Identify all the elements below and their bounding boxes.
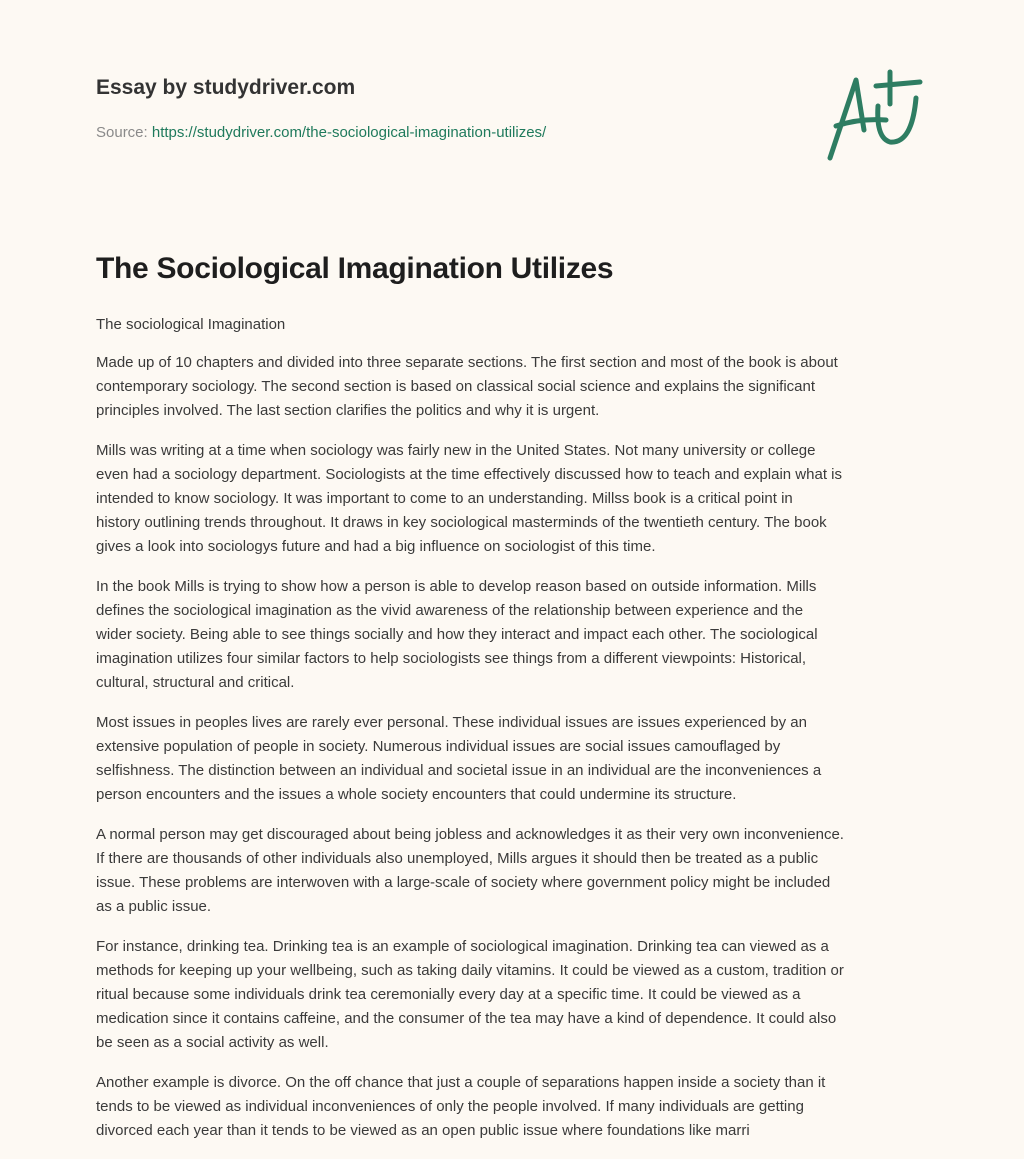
paragraph-line: person encounters and the issues a whole society encounters that could undermine its structure.: [96, 786, 737, 803]
paragraph-line: selfishness. The distinction between an individual and societal issue in an individual are the inconveniences a: [96, 762, 822, 779]
source-link[interactable]: https://studydriver.com/the-sociological-imagination-utilizes/: [151, 124, 547, 141]
paragraph-line: Made up of 10 chapters and divided into three separate sections. The first section and most of the book is about: [96, 354, 838, 371]
paragraph-line: history outlining trends throughout. It draws in key sociological masterminds of the twentieth century. The book: [96, 514, 827, 531]
paragraph-line: contemporary sociology. The second section is based on classical social science and explains the significant: [96, 378, 816, 395]
paragraph-line: imagination utilizes four similar factors to help sociologists see things from a different viewpoints: Historical,: [96, 650, 807, 667]
paragraph-line: tends to be viewed as individual inconveniences of only the people involved. If many individuals are getting: [96, 1098, 804, 1115]
paragraph-line: as a public issue.: [96, 898, 212, 915]
paragraph-line: For instance, drinking tea. Drinking tea is an example of sociological imagination. Drinking tea can viewed as a: [96, 938, 829, 955]
essay-paragraph: [96, 575, 936, 695]
paragraph-line: issue. These problems are interwoven with a large-scale of society where government policy might be included: [96, 874, 831, 891]
paragraph-line: methods for keeping up your wellbeing, such as taking daily vitamins. It could be viewed as a custom, tradition or: [96, 962, 844, 979]
a-plus-logo-icon: [820, 68, 930, 164]
paragraph-line: medication since it contains caffeine, and the consumer of the tea may have a kind of dependence. It could also: [96, 1010, 837, 1027]
page-title: The Sociological Imagination Utilizes: [96, 252, 614, 285]
paragraph-line: cultural, structural and critical.: [96, 674, 295, 691]
paragraph-line: divorced each year than it tends to be viewed as an open public issue where foundations like marri: [96, 1122, 750, 1139]
essay-paragraph: [96, 935, 936, 1055]
essay-paragraph: [96, 351, 936, 423]
paragraph-line: be seen as a social activity as well.: [96, 1034, 329, 1051]
paragraph-line: defines the sociological imagination as the vivid awareness of the relationship between experience and the: [96, 602, 804, 619]
essay-paragraph: [96, 439, 936, 559]
essay-paragraph: [96, 823, 936, 919]
site-brand: Essay by studydriver.com: [96, 76, 356, 99]
paragraph-line: wider society. Being able to see things socially and how they interact and impact each other. The sociological: [96, 626, 818, 643]
paragraph-line: extensive population of people in society. Numerous individual issues are social issues camouflaged by: [96, 738, 781, 755]
paragraph-line: intended to know sociology. It was important to come to an understanding. Millss book is a critical point in: [96, 490, 793, 507]
paragraph-line: Another example is divorce. On the off chance that just a couple of separations happen inside a society than it: [96, 1074, 826, 1091]
essay-body: [96, 351, 936, 1159]
paragraph-line: If there are thousands of other individuals also unemployed, Mills argues it should then be treated as a public: [96, 850, 819, 867]
paragraph-line: gives a look into sociologys future and had a big influence on sociologist of this time.: [96, 538, 656, 555]
paragraph-line: ritual because some individuals drink tea ceremonially every day at a specific time. It could be viewed as a: [96, 986, 801, 1003]
essay-subtitle: The sociological Imagination: [96, 316, 286, 333]
paragraph-line: In the book Mills is trying to show how a person is able to develop reason based on outside information. Mills: [96, 578, 817, 595]
source-line: [96, 124, 546, 141]
essay-paragraph: [96, 1071, 936, 1143]
source-label: Source:: [96, 124, 148, 141]
paragraph-line: principles involved. The last section clarifies the politics and why it is urgent.: [96, 402, 600, 419]
paragraph-line: Mills was writing at a time when sociology was fairly new in the United States. Not many university or college: [96, 442, 816, 459]
paragraph-line: Most issues in peoples lives are rarely ever personal. These individual issues are issues experienced by an: [96, 714, 807, 731]
paragraph-line: even had a sociology department. Sociologists at the time effectively discussed how to teach and explain what is: [96, 466, 842, 483]
essay-paragraph: [96, 711, 936, 807]
paragraph-line: A normal person may get discouraged about being jobless and acknowledges it as their very own inconvenience.: [96, 826, 844, 843]
